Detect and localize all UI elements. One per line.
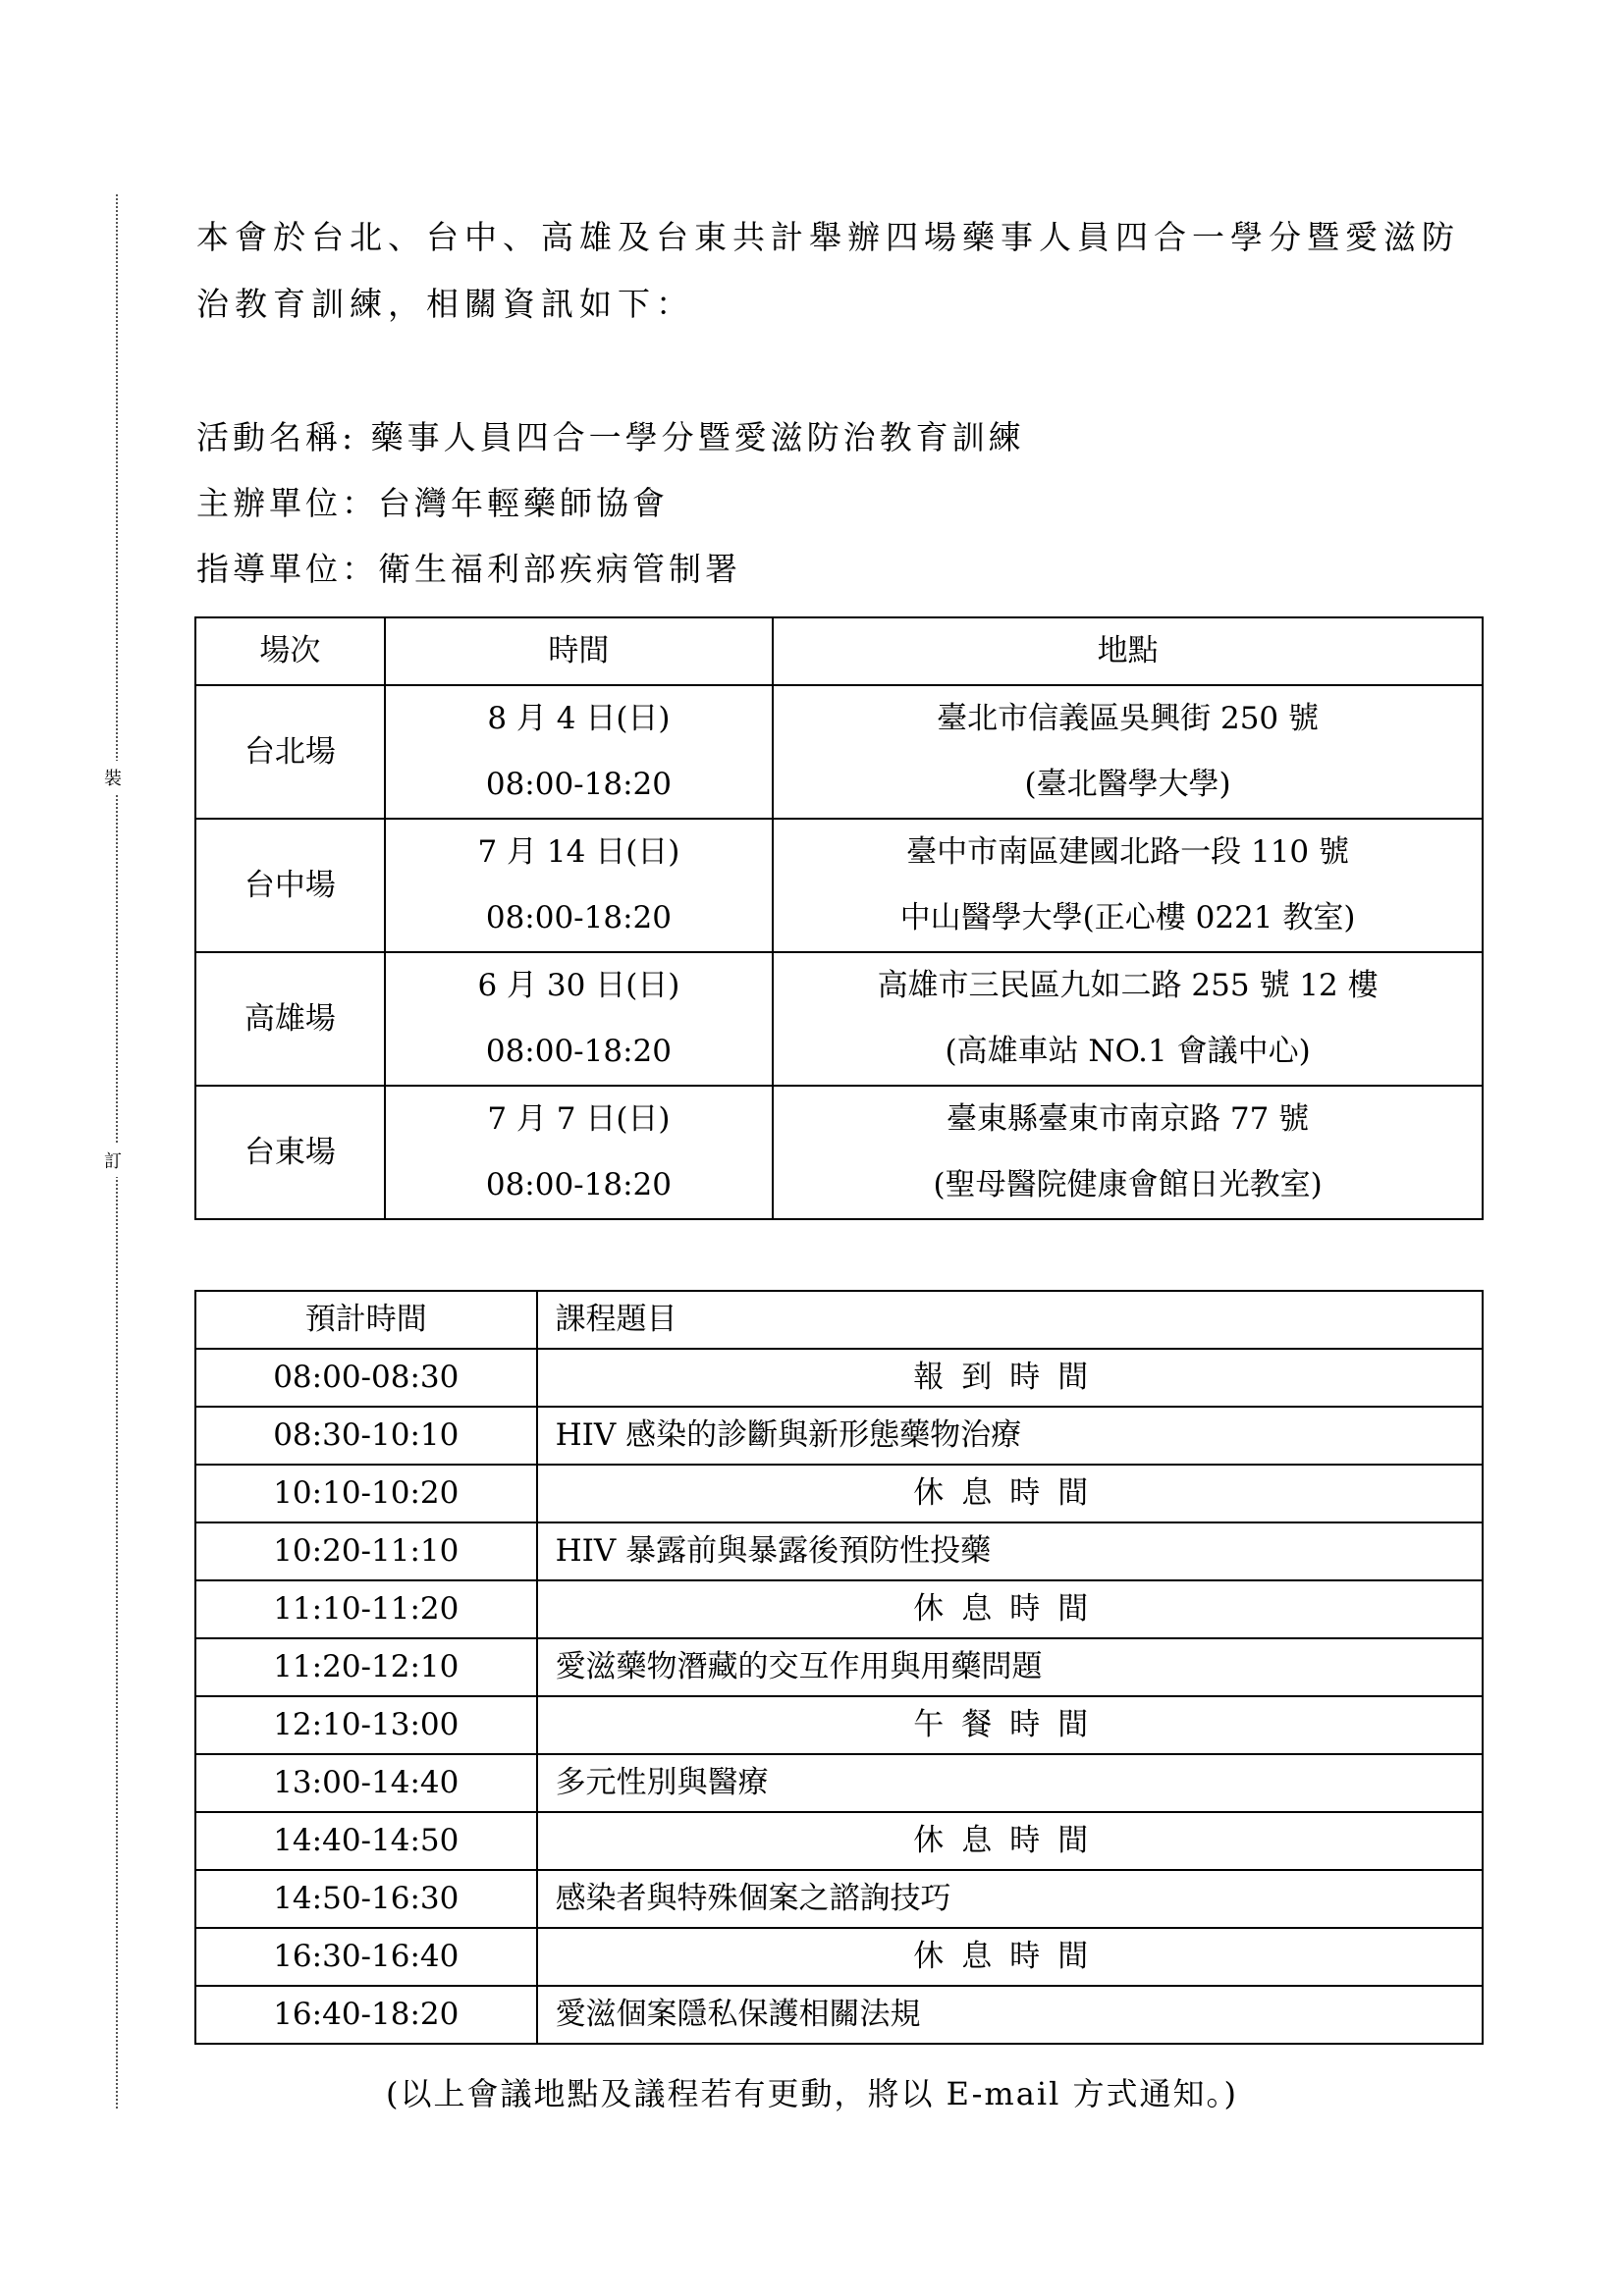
schedule-header-topic: 課程題目	[537, 1291, 1483, 1349]
venue-place: 中山醫學大學(正心樓 0221 教室)	[899, 900, 1356, 935]
venue-session: 高雄場	[195, 952, 385, 1086]
schedule-time: 10:10-10:20	[195, 1465, 537, 1522]
footer-note: (以上會議地點及議程若有更動，將以 E-mail 方式通知。)	[386, 2075, 1238, 2112]
venue-table	[194, 616, 1484, 1220]
schedule-time: 11:20-12:10	[195, 1638, 537, 1696]
venue-row	[195, 952, 1483, 1086]
organizer: 主辦單位：台灣年輕藥師協會	[196, 484, 669, 522]
schedule-row	[195, 1407, 1483, 1465]
schedule-row	[195, 1696, 1483, 1754]
venue-location	[773, 1086, 1483, 1219]
venue-date: 8 月 4 日(日)	[487, 701, 671, 736]
venue-address: 臺北市信義區吳興街 250 號	[937, 701, 1320, 736]
schedule-topic: HIV 感染的診斷與新形態藥物治療	[537, 1407, 1483, 1465]
schedule-row	[195, 1812, 1483, 1870]
schedule-topic: 感染者與特殊個案之諮詢技巧	[537, 1870, 1483, 1928]
schedule-time: 10:20-11:10	[195, 1522, 537, 1580]
venue-row	[195, 819, 1483, 952]
venue-header-session: 場次	[195, 617, 385, 685]
schedule-time: 14:40-14:50	[195, 1812, 537, 1870]
schedule-header-time: 預計時間	[195, 1291, 537, 1349]
venue-row	[195, 1086, 1483, 1219]
venue-location	[773, 685, 1483, 819]
schedule-topic: 多元性別與醫療	[537, 1754, 1483, 1812]
venue-time	[385, 952, 773, 1086]
schedule-row	[195, 1465, 1483, 1522]
schedule-header-row	[195, 1291, 1483, 1349]
schedule-row	[195, 1638, 1483, 1696]
schedule-break: 午餐時間	[537, 1696, 1483, 1754]
venue-header-time: 時間	[385, 617, 773, 685]
venue-hours: 08:00-18:20	[485, 1034, 672, 1069]
event-name: 活動名稱: 藥事人員四合一學分暨愛滋防治教育訓練	[196, 418, 1025, 456]
schedule-break: 休息時間	[537, 1928, 1483, 1986]
venue-time	[385, 819, 773, 952]
schedule-topic: 愛滋藥物潛藏的交互作用與用藥問題	[537, 1638, 1483, 1696]
venue-time	[385, 1086, 773, 1219]
venue-address: 臺東縣臺東市南京路 77 號	[947, 1101, 1310, 1137]
binding-mark-top: 裝	[104, 761, 122, 794]
venue-time	[385, 685, 773, 819]
schedule-row	[195, 1349, 1483, 1407]
schedule-table	[194, 1290, 1484, 2045]
venue-session: 台北場	[195, 685, 385, 819]
schedule-time: 08:30-10:10	[195, 1407, 537, 1465]
venue-place: (臺北醫學大學)	[1024, 767, 1231, 802]
venue-location	[773, 819, 1483, 952]
schedule-row	[195, 1522, 1483, 1580]
schedule-time: 16:30-16:40	[195, 1928, 537, 1986]
venue-row	[195, 685, 1483, 819]
venue-location	[773, 952, 1483, 1086]
venue-hours: 08:00-18:20	[485, 767, 672, 802]
schedule-row	[195, 1580, 1483, 1638]
schedule-time: 12:10-13:00	[195, 1696, 537, 1754]
schedule-row	[195, 1754, 1483, 1812]
schedule-row	[195, 1928, 1483, 1986]
venue-place: (聖母醫院健康會館日光教室)	[933, 1167, 1323, 1202]
venue-address: 臺中市南區建國北路一段 110 號	[906, 834, 1350, 870]
venue-session: 台中場	[195, 819, 385, 952]
schedule-topic: HIV 暴露前與暴露後預防性投藥	[537, 1522, 1483, 1580]
schedule-break: 報到時間	[537, 1349, 1483, 1407]
event-info	[196, 404, 1025, 602]
schedule-topic: 愛滋個案隱私保護相關法規	[537, 1986, 1483, 2044]
schedule-time: 11:10-11:20	[195, 1580, 537, 1638]
schedule-break: 休息時間	[537, 1465, 1483, 1522]
schedule-break: 休息時間	[537, 1812, 1483, 1870]
venue-session: 台東場	[195, 1086, 385, 1219]
venue-address: 高雄市三民區九如二路 255 號 12 樓	[877, 968, 1379, 1003]
venue-date: 7 月 14 日(日)	[477, 834, 680, 870]
schedule-time: 08:00-08:30	[195, 1349, 537, 1407]
venue-header-location: 地點	[773, 617, 1483, 685]
intro-paragraph: 本會於台北、台中、高雄及台東共計舉辦四場藥事人員四合一學分暨愛滋防治教育訓練，相關資訊如下：	[196, 218, 1460, 323]
schedule-row	[195, 1870, 1483, 1928]
venue-header-row	[195, 617, 1483, 685]
binding-mark-bottom: 訂	[104, 1144, 122, 1177]
schedule-row	[195, 1986, 1483, 2044]
supervisor: 指導單位：衛生福利部疾病管制署	[196, 550, 741, 588]
venue-hours: 08:00-18:20	[485, 900, 672, 935]
venue-hours: 08:00-18:20	[485, 1167, 672, 1202]
schedule-time: 16:40-18:20	[195, 1986, 537, 2044]
venue-date: 7 月 7 日(日)	[487, 1101, 671, 1137]
schedule-break: 休息時間	[537, 1580, 1483, 1638]
venue-place: (高雄車站 NO.1 會議中心)	[945, 1034, 1311, 1069]
schedule-time: 13:00-14:40	[195, 1754, 537, 1812]
schedule-time: 14:50-16:30	[195, 1870, 537, 1928]
venue-date: 6 月 30 日(日)	[477, 968, 680, 1003]
